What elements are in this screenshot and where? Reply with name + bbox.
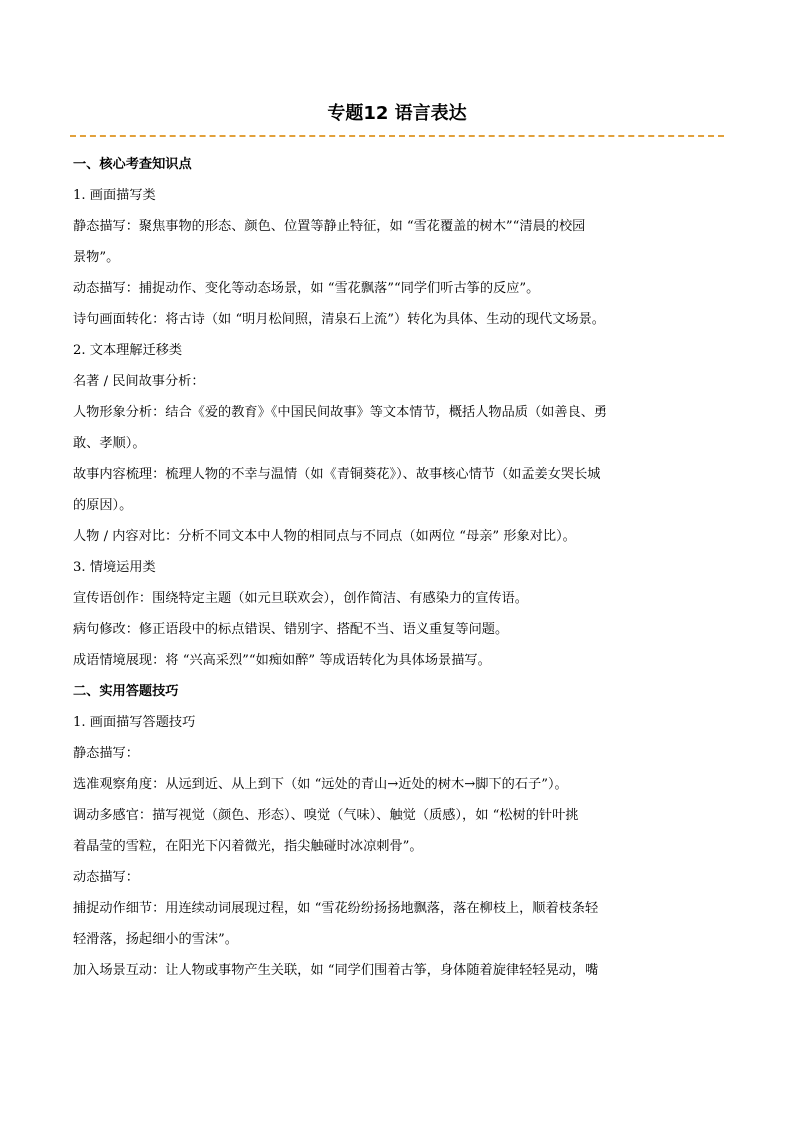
body-line: 成语情境展现：将 “兴高采烈”“如痴如醉” 等成语转化为具体场景描写。 [73, 653, 491, 668]
body-line: 诗句画面转化：将古诗（如 “明月松间照，清泉石上流”）转化为具体、生动的现代文场景。 [73, 312, 605, 327]
subsection-heading: 3. 情境运用类 [73, 560, 156, 575]
body-line: 动态描写： [73, 870, 139, 885]
body-line: 捕捉动作细节：用连续动词展现过程，如 “雪花纷纷扬扬地飘落，落在柳枝上，顺着枝条轻 [73, 901, 599, 916]
body-line: 景物”。 [73, 250, 120, 265]
section-heading: 一、核心考查知识点 [73, 157, 192, 172]
body-line: 故事内容梳理：梳理人物的不幸与温情（如《青铜葵花》）、故事核心情节（如孟姜女哭长城 [73, 467, 601, 482]
page-title: 专题12 语言表达 [327, 103, 467, 124]
body-line: 名著 / 民间故事分析： [73, 374, 205, 389]
body-line: 的原因）。 [73, 498, 133, 513]
body-line: 静态描写： [73, 746, 139, 761]
body-line: 轻滑落，扬起细小的雪沫”。 [73, 932, 238, 947]
subsection-heading: 1. 画面描写类 [73, 188, 156, 203]
body-line: 病句修改：修正语段中的标点错误、错别字、搭配不当、语义重复等问题。 [73, 622, 509, 637]
body-line: 人物形象分析：结合《爱的教育》《中国民间故事》等文本情节，概括人物品质（如善良、勇 [73, 405, 608, 420]
body-line: 调动多感官：描写视觉（颜色、形态）、嗅觉（气味）、触觉（质感），如 “松树的针叶挑 [73, 808, 579, 823]
body-line: 人物 / 内容对比：分析不同文本中人物的相同点与不同点（如两位 “母亲” 形象对比）。 [73, 529, 576, 544]
body-line: 动态描写：捕捉动作、变化等动态场景，如 “雪花飘落”“同学们听古筝的反应”。 [73, 281, 540, 296]
body-line: 敢、孝顺）。 [73, 436, 146, 451]
title-divider [70, 135, 724, 137]
subsection-heading: 2. 文本理解迁移类 [73, 343, 183, 358]
body-line: 静态描写：聚焦事物的形态、颜色、位置等静止特征，如 “雪花覆盖的树木”“清晨的校园 [73, 219, 586, 234]
body-line: 宣传语创作：围绕特定主题（如元旦联欢会），创作简洁、有感染力的宣传语。 [73, 591, 528, 606]
body-line: 选准观察角度：从远到近、从上到下（如 “远处的青山→近处的树木→脚下的石子”）。 [73, 777, 568, 792]
body-line: 着晶莹的雪粒，在阳光下闪着微光，指尖触碰时冰凉刺骨”。 [73, 839, 423, 854]
document-body [73, 149, 722, 986]
subsection-heading: 1. 画面描写答题技巧 [73, 715, 196, 730]
body-line: 加入场景互动：让人物或事物产生关联，如 “同学们围着古筝，身体随着旋律轻轻晃动，嘴 [73, 963, 599, 978]
section-heading: 二、实用答题技巧 [73, 684, 179, 699]
